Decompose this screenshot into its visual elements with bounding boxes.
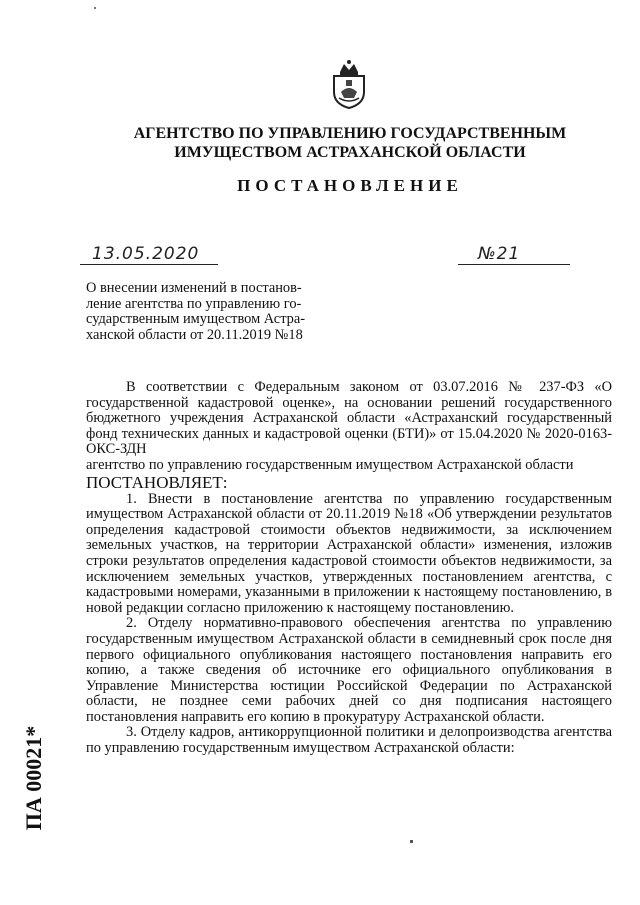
document-date: 13.05.2020 xyxy=(92,244,200,264)
date-underline xyxy=(80,264,218,265)
agency-name-line2: ИМУЩЕСТВОМ АСТРАХАНСКОЙ ОБЛАСТИ xyxy=(174,144,526,161)
document-type-title: ПОСТАНОВЛЕНИЕ xyxy=(237,176,463,195)
clause-3: 3. Отделу кадров, антикоррупционной политики и делопроизводства агентства по управлению государственным имуществом Астраханской области: xyxy=(86,724,612,757)
coat-of-arms-icon xyxy=(326,58,372,110)
agency-name xyxy=(120,124,580,162)
stamp-text: ПА 00021* xyxy=(21,725,46,831)
clause-2: 2. Отделу нормативно-правового обеспечения агентства по управлению государственным имуществом Астраханской области в семидневный срок после дня первого официального опубликования настоящего постановления направить его копию, а также сведения об источнике его официального опубликования в Управление Министерства юстиции Российской Федерации по Астраханской области, не позднее семи рабочих дней со дня подписания настоящего постановления направить его копию в прокуратуру Астраханской области. xyxy=(86,615,612,725)
agency-name-line1: АГЕНТСТВО ПО УПРАВЛЕНИЮ ГОСУДАРСТВЕННЫМ xyxy=(133,125,567,142)
clause-1: 1. Внести в постановление агентства по управлению государственным имуществом Астраханской области от 20.11.2019 №18 «Об утверждении результатов определения кадастровой стоимости объектов недвижимости, за исключением земельных участков, на территории Астраханской области» изменения, изложив строки результатов определения кадастровой стоимости объектов недвижимости, за исключением земельных участков, утвержденных постановлением агентства, с кадастровыми номерами, указанными в приложении к настоящему постановлению, в новой редакции согласно приложению к настоящему постановлению. xyxy=(86,490,612,616)
agency-line: агентство по управлению государственным имуществом Астраханской области xyxy=(86,456,574,473)
document-subject xyxy=(86,281,318,343)
preamble-paragraph: В соответствии с Федеральным законом от 03.07.2016 № 237-ФЗ «О государственной кадастровой оценке», на основании решений государственного бюджетного учреждения Астраханской области «Астраханский государственный фонд технических данных и кадастровой оценки (БТИ)» от 15.04.2020 № 2020-0163-ОКС-ЗДН xyxy=(86,379,612,458)
number-underline xyxy=(458,264,570,265)
resolves-heading: ПОСТАНОВЛЯЕТ: xyxy=(86,472,228,492)
scan-speck xyxy=(94,7,96,9)
scan-speck-bottom xyxy=(410,840,413,843)
subject-text: О внесении изменений в постанов- ление агентства по управлению го- сударственным имуществом Астра- ханской области от 20.11.2019 №18 xyxy=(86,280,306,343)
document-body xyxy=(86,380,612,757)
document-number: №21 xyxy=(478,244,521,264)
registration-stamp xyxy=(14,688,54,868)
